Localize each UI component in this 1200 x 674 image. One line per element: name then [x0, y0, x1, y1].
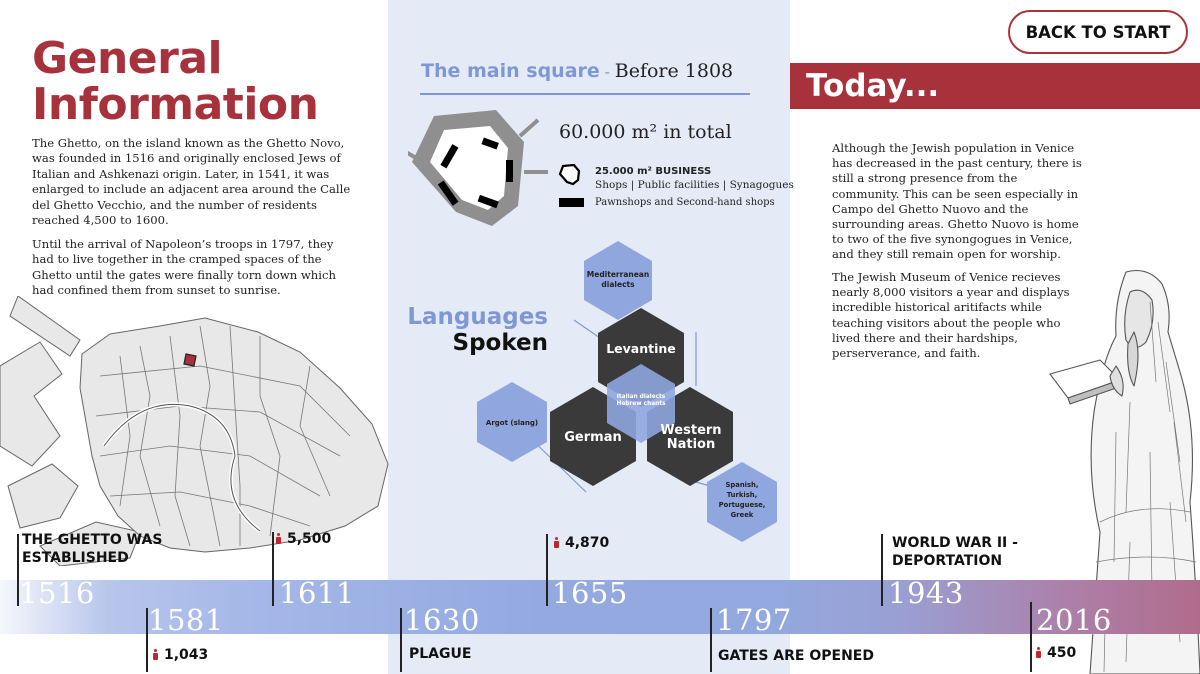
timeline-marker-1797 [710, 608, 712, 672]
hex-italian-label-2: Hebrew chants [616, 401, 666, 407]
year-1630: 1630 [404, 603, 480, 637]
hex-western-label-2: Nation [666, 437, 716, 452]
hex-spanish-label-1: Spanish, [725, 481, 759, 489]
timeline-marker-1943 [881, 534, 883, 606]
population-1581-value: 1,043 [164, 647, 209, 663]
general-title-line1: General [32, 33, 223, 84]
business-area-icon [558, 162, 582, 186]
main-square-title: The main square [421, 60, 600, 82]
hex-argot-label: Argot (slang) [485, 419, 539, 427]
event-ghetto-established-line2: ESTABLISHED [22, 550, 129, 566]
person-icon [554, 537, 559, 548]
population-2016 [1036, 645, 1076, 661]
population-2016-value: 450 [1047, 645, 1077, 661]
event-gates-opened: GATES ARE OPENED [718, 648, 874, 664]
hex-western-label-1: Western [660, 423, 722, 438]
general-paragraph-2: Until the arrival of Napoleon’s troops in 1797, they had to live together in the cramped spaces of the Ghetto until the gates were finally torn down which had confined them from sunset to sunrise. [32, 237, 336, 298]
square-plan-diagram [408, 100, 554, 230]
population-1581 [153, 647, 208, 663]
legend-business-desc: Shops | Public facilities | Synagogues [595, 178, 794, 191]
today-paragraph-2: The Jewish Museum of Venice recieves nearly 8,000 visitors a year and displays incredible historical aritifacts while teaching visitors about the people who lived there and their hardships, perserverance, and faith. [832, 270, 1070, 361]
year-1581: 1581 [148, 603, 224, 637]
year-1516: 1516 [19, 576, 95, 610]
hex-spanish-label-4: Greek [730, 511, 754, 519]
year-2016: 2016 [1036, 603, 1112, 637]
square-total-area: 60.000 m² in total [559, 121, 732, 143]
hex-levantine-label: Levantine [606, 341, 676, 356]
svg-text:Italian dialectsHebrew chants [617, 394, 666, 407]
hex-italian-label-1: Italian dialects [616, 394, 666, 400]
hex-german-label: German [564, 430, 622, 445]
year-1611: 1611 [279, 576, 355, 610]
legend-business [595, 165, 794, 191]
svg-text:WesternNation [660, 423, 721, 452]
population-1611 [276, 531, 331, 547]
languages-title-line1: Languages [407, 304, 548, 330]
back-to-start-button[interactable]: BACK TO START [1008, 10, 1188, 54]
languages-hex-diagram [470, 236, 790, 546]
timeline-marker-1611 [272, 532, 274, 606]
today-paragraph-1: Although the Jewish population in Venice has decreased in the past century, there is still a strong presence from the community. This can be seen especially in Campo del Ghetto Nuovo and the surrounding areas. Ghetto Nuovo is home to two of the five synongogues in Venice, and they still remain open for worship. [832, 141, 1082, 262]
main-square-rule [420, 93, 750, 95]
event-ghetto-established [22, 531, 162, 567]
population-1655 [554, 535, 609, 551]
person-icon [153, 649, 158, 660]
hex-spanish-label-3: Portuguese, [718, 501, 766, 509]
main-square-dash: - [599, 63, 615, 81]
year-1797: 1797 [716, 603, 792, 637]
person-icon [1036, 647, 1041, 658]
legend-pawnshops: Pawnshops and Second-hand shops [595, 197, 775, 208]
legend-business-title: 25.000 m² BUSINESS [595, 166, 712, 177]
event-wwii-deportation [892, 534, 1018, 570]
main-square-heading [421, 60, 733, 82]
general-title [32, 33, 319, 130]
timeline-marker-1655 [546, 534, 548, 606]
year-1943: 1943 [888, 576, 964, 610]
timeline-marker-2016 [1030, 602, 1032, 672]
hex-spanish-label-2: Turkish, [726, 491, 758, 499]
hex-mediterranean-label-1: Mediterranean [586, 270, 650, 279]
year-1655: 1655 [552, 576, 628, 610]
languages-title-line2: Spoken [452, 330, 548, 356]
main-square-subtitle: Before 1808 [614, 60, 734, 82]
hex-mediterranean-label-2: dialects [601, 280, 635, 289]
today-title: Today... [806, 68, 940, 104]
pawnshop-swatch-icon [559, 198, 584, 207]
population-1655-value: 4,870 [565, 535, 610, 551]
venice-map [0, 296, 390, 566]
event-ghetto-established-line1: THE GHETTO WAS [22, 532, 163, 548]
person-icon [276, 533, 281, 544]
general-title-line2: Information [32, 79, 319, 130]
population-1611-value: 5,500 [287, 531, 332, 547]
event-wwii-line2: DEPORTATION [892, 553, 1003, 569]
event-plague: PLAGUE [409, 646, 472, 662]
event-wwii-line1: WORLD WAR II - [892, 535, 1018, 551]
timeline-marker-1630 [400, 608, 402, 672]
general-paragraph-1: The Ghetto, on the island known as the Ghetto Novo, was founded in 1516 and originally enclosed Jews of Italian and Ashkenazi origin. Later, in 1541, it was enlarged to include an adjacent area around the Calle del Ghetto Vecchio, and the number of residents reached 4,500 to 1600. [32, 136, 351, 228]
